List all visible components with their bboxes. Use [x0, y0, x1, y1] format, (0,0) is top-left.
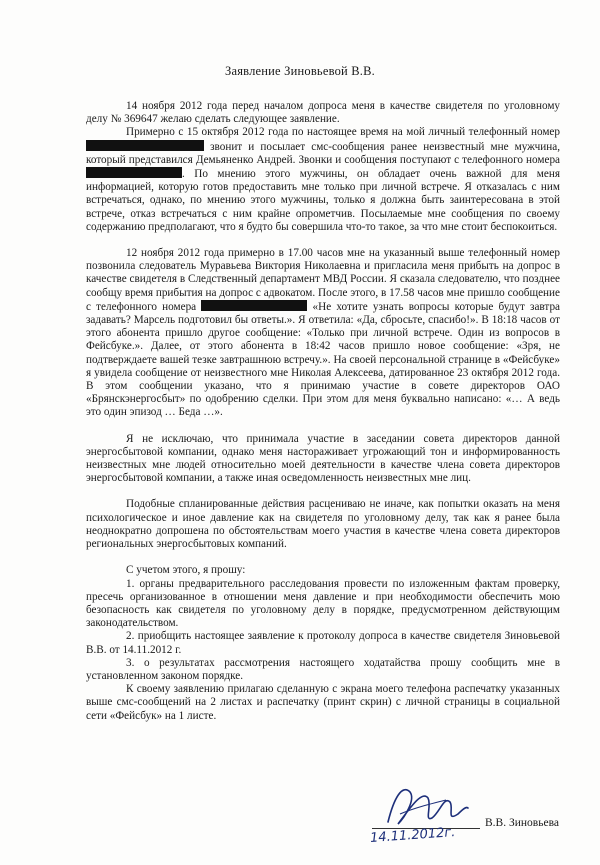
paragraph-suspicion: Я не исключаю, что принимала участие в заседании совета директоров данной энергосбытовой компании, однако меня настораживает угрожающий тон и информированность неизвестных мне людей относительно моей деятельности в качестве члена совета директоров энергосбытовой компании, а также иная осведомленность неизвестных мне лиц.	[86, 432, 560, 485]
redacted-phone-number	[86, 167, 182, 178]
paragraph-calls-part2: звонит и посылает смс-сообщения ранее неизвестный мне мужчина, который представился Демьяненко Андрей. Звонки и сообщения поступают с телефонного номера	[86, 140, 560, 166]
request-item-2: 2. приобщить настоящее заявление к протоколу допроса в качестве свидетеля Зиновьевой В.В. от 14.11.2012 г.	[86, 630, 560, 656]
paragraph-nov12-part1: 12 ноября 2012 года примерно в 17.00 часов мне на указанный выше телефонный номер позвонила следователь Муравьева Виктория Николаевна и пригласила меня прибыть на допрос в качестве свидетеля в Следственный департамент МВД России. Я сказала следователю, что позднее сообщу время прибытия на допрос с адвокатом. После этого, в 17.58 часов мне пришло сообщение с телефонного номера	[86, 247, 560, 313]
signature-block	[0, 790, 600, 850]
redacted-phone-number	[201, 300, 307, 311]
paragraph-attachments: К своему заявлению прилагаю сделанную с экрана моего телефона распечатку указанных выше смс-сообщений на 2 листах и распечатку (принт скрин) с личной страницы в социальной сети «Фейсбук» на 1 листе.	[86, 683, 560, 722]
paragraph-intro: 14 ноября 2012 года перед началом допроса меня в качестве свидетеля по уголовному делу № 369647 желаю сделать следующее заявление.	[86, 100, 560, 126]
paragraph-pressure: Подобные спланированные действия расцениваю не иначе, как попытки оказать на меня психологическое и иное давление как на свидетеля по уголовному делу, так как я ранее была неоднократно допрошена по обстоятельствам моего участия в качестве члена совета директоров региональных энергосбытовых компаний.	[86, 498, 560, 551]
request-item-1: 1. органы предварительного расследования провести по изложенным фактам проверку, пресечь организованное в отношении меня давление и при необходимости обеспечить мою безопасность как свидетеля по уголовному делу в порядке, предусмотренном действующим законодательством.	[86, 577, 560, 630]
paragraph-request-intro: С учетом этого, я прошу:	[126, 564, 246, 577]
document-title: Заявление Зиновьевой В.В.	[225, 64, 375, 78]
paragraph-nov12-part2: «Не хотите узнать вопросы которые будут завтра задавать? Марсель подготовил бы ответы.». Я ответила: «Да, сбросьте, спасибо!». В 18:18 часов от этого абонента пришло другое сообщение: «Только при личной встрече. Один из вопросов в Фейсбуке.». Далее, от этого абонента в 18:42 часов пришло новое сообщение: «Зря, не подтверждаете вашей тезке завтрашнюю встречу.». На своей персональной странице в «Фейсбуке» я увидела сообщение от неизвестного мне Николая Алексеева, датированное 23 октября 2012 года. В этом сообщении указано, что я принимаю участие в совете директоров ОАО «Брянскэнергосбыт» по одобрению сделки. При этом для меня буквально написано: «… А ведь это один эпизод … Беда …».	[86, 300, 561, 419]
request-item-3: 3. о результатах рассмотрения настоящего ходатайства прошу сообщить мне в установленном законом порядке.	[86, 656, 560, 682]
paragraph-calls-part3: . По мнению этого мужчины, он обладает очень важной для меня информацией, которую готов предоставить мне только при личной встрече. Я отказалась с ним встречаться, однако, по мнению этого мужчины, только я должна быть заинтересована в этой встрече, отказ встречаться с ним крайне опрометчив. Посылаемые мне сообщения по своему содержанию предполагают, что я будто бы совершила что-то такое, за что мне стоит беспокоиться.	[86, 168, 560, 233]
redacted-phone-number	[86, 140, 204, 151]
signatory-name: В.В. Зиновьева	[485, 817, 559, 829]
paragraph-calls	[86, 126, 560, 234]
handwritten-date: 14.11.2012г.	[369, 825, 456, 846]
paragraph-nov12	[86, 247, 560, 420]
document-body	[86, 100, 560, 723]
paragraph-calls-part1: Примерно с 15 октября 2012 года по настоящее время на мой личный телефонный номер	[126, 126, 560, 139]
